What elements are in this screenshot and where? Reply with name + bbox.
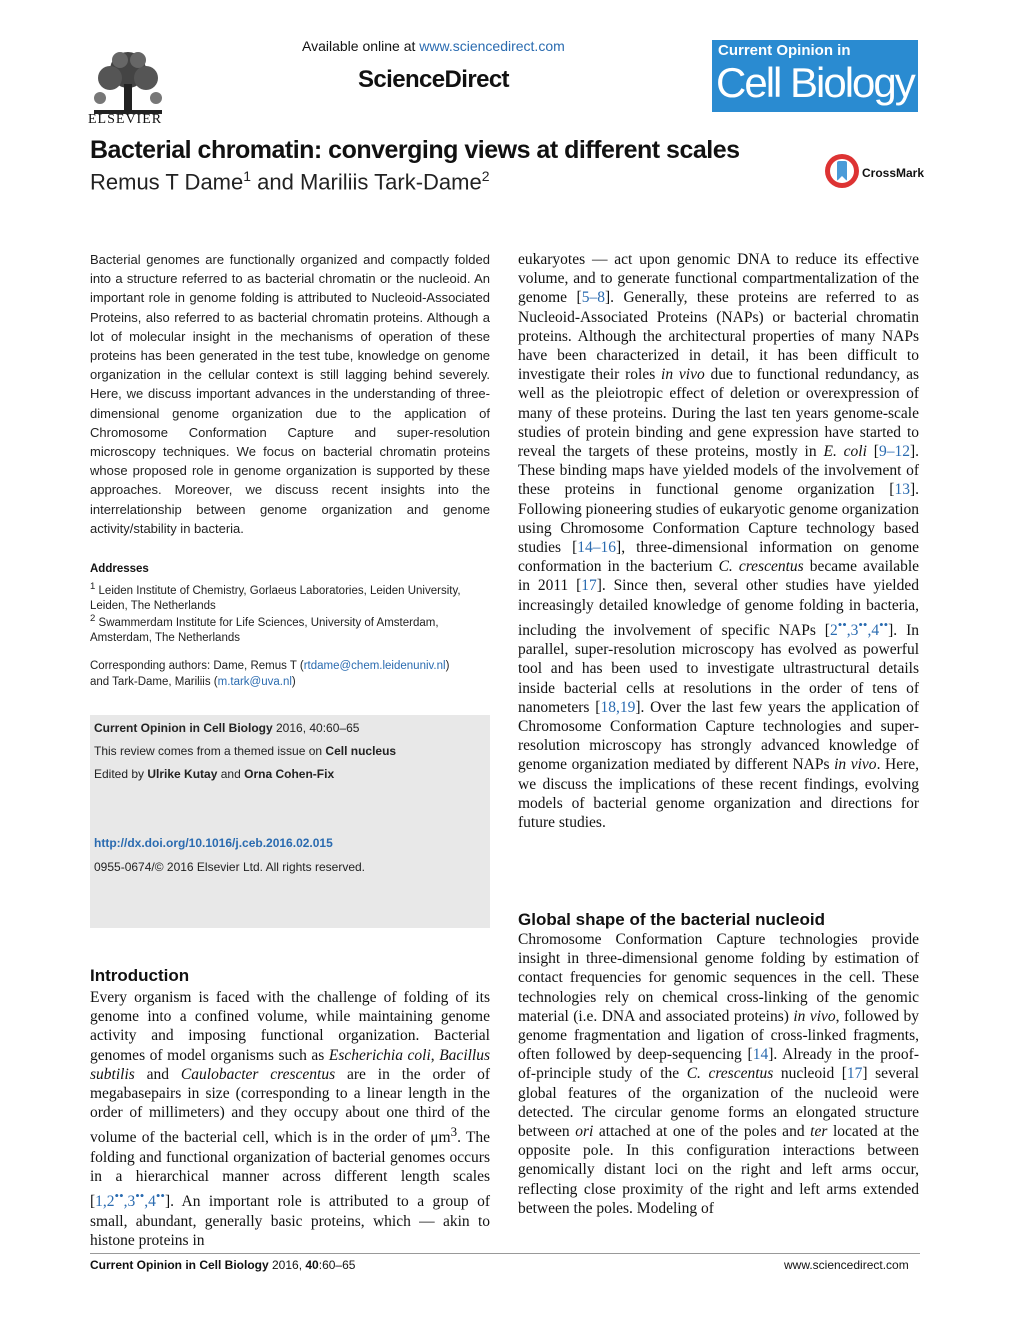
info-editor-1: Ulrike Kutay [147,767,218,781]
address-2-text: Swammerdam Institute for Life Sciences, University of Amsterdam, Amsterdam, The Netherlands [90,616,439,645]
footer-divider [90,1253,920,1254]
info-editors-and: and [217,767,245,781]
address-1-text: Leiden Institute of Chemistry, Gorlaeus Laboratories, Leiden University, Leiden, The Netherlands [90,584,461,613]
address-1-num: 1 [90,581,96,592]
author-2[interactable]: Mariliis Tark-Dame [299,169,482,195]
email-link-2[interactable]: m.tark@uva.nl [217,676,292,688]
authors-and: and [251,169,300,195]
intro-text-3: . The folding and functional organization of bacterial genomes occurs in a hierarchical manner across different length scales [ [90,1129,490,1211]
sciencedirect-brand: ScienceDirect [358,66,509,93]
article-authors [90,168,490,195]
species-ecoli: Escherichia coli [328,1046,431,1064]
intro-text-4: ]. An important role is attributed to a group of small, abundant, generally basic proteins, which — akin to histone proteins in [90,1193,490,1249]
author-1[interactable]: Remus T Dame [90,169,244,195]
gs-text: located at the opposite pole. In this configuration interactions between genomically distant loci on the right and left arms occur, reflecting close proximity of the right and left arms extended between the poles. Modeling of [518,1123,920,1217]
ref-link[interactable]: 17 [846,1065,863,1083]
ref-link[interactable]: 14 [752,1046,769,1064]
species-ccrescentus: Caulobacter crescentus [180,1065,336,1083]
ref-link[interactable]: ,4 [867,622,880,640]
info-editor-2: Orna Cohen-Fix [244,767,335,781]
ref-link[interactable]: 9–12 [878,443,910,461]
global-shape-heading: Global shape of the bacterial nucleoid [518,910,826,929]
address-2 [90,611,490,647]
footer-url[interactable]: www.sciencedirect.com [784,1258,909,1272]
info-theme [94,744,396,758]
footer-year: 2016, [268,1258,306,1272]
species-ccrescentus: C. crescentus [718,558,804,576]
journal-logo [712,40,918,112]
rc-text: due to functional redundancy, as well as the pleiotropic effect of deletion or overexpression of many of these proteins. During the last ten years genome-scale studies of protein binding and gene expression have started to reveal the targets of these proteins, mostly in [518,366,920,461]
corr-prefix: Corresponding authors: Dame, Remus T ( [90,660,304,672]
rc-text: eukaryotes — act upon genomic DNA to reduce its effective volume, and to generate functional compartmentalization of the genome [ [518,251,919,307]
footer-volume: 40 [305,1258,319,1272]
corr-line2: and Tark-Dame, Mariliis ( [90,676,218,688]
info-copyright: 0955-0674/© 2016 Elsevier Ltd. All rights reserved. [94,860,365,874]
gs-italic: ter [810,1123,828,1141]
footer-journal: Current Opinion in Cell Biology [90,1258,269,1272]
corresponding-authors [90,658,490,690]
intro-text-2: are in the order of megabasepairs in size (corresponding to a linear length in the order of millimeters) and they occupy about one third of the volume of the bacterial cell, which is in the order of μm [90,1065,491,1147]
gs-text: Chromosome Conformation Capture technologies provide insight in three-dimensional genome folding by estimation of contact frequencies for genomic sequences in the cell. These technologies rely on chemical cross-linking of the genomic material (i.e. DNA and associated proteins) [518,931,919,1025]
rc-text: . Here, we discuss the implications of these recent findings, evolving models of bacterial genome organization and directions for future studies. [518,756,919,832]
info-citation-text: 2016, 40:60–65 [272,721,360,735]
address-1 [90,579,490,615]
rc-italic: in vivo [834,756,877,774]
intro-text-1: Every organism is faced with the challenge of folding of its genome into a confined volume, while maintaining genome activity and imposing functional organization. Bacterial genomes of model organisms such as [90,989,490,1064]
ref-link[interactable]: 18,19 [600,698,636,716]
journal-logo-line1: Current Opinion in [718,42,851,59]
rc-text: ]. In parallel, super-resolution microscopy has evolved as powerful tool and has been used to investigate ultrastructural details inside bacterial cells at resolutions in the order of tens of nanometers [ [518,622,920,716]
species-ecoli: E. coli [823,443,867,461]
rc-text: ]. Over the last few years the application of Chromosome Conformation Capture technologies and super-resolution microscopy has strongly advanced knowledge of genome organization mediated by different NAPs [518,698,919,774]
address-2-num: 2 [90,613,96,624]
ref-link[interactable]: 1,2 [95,1193,115,1211]
introduction-heading: Introduction [90,966,190,985]
gs-text: attached at one of the poles and [593,1123,811,1141]
info-theme-name: Cell nucleus [325,744,397,758]
rc-text: became available in 2011 [ [518,558,920,595]
intro-and: and [134,1065,181,1083]
rc-text: ], three-dimensional information on genome conformation in the bacterium [518,539,920,576]
gs-italic: ori [575,1123,594,1141]
info-theme-prefix: This review comes from a themed issue on [94,744,326,758]
global-shape-paragraph [518,930,919,1218]
info-citation [94,721,359,735]
ref-link[interactable]: 5–8 [581,289,605,307]
ref-link[interactable]: 2 [829,622,838,640]
corr-suffix: ) [291,676,296,688]
ref-link[interactable]: 13 [894,481,910,499]
addresses-heading: Addresses [90,563,149,575]
gs-text: , followed by genome fragmentation and ligation of cross-linked fragments, often followed by deep-sequencing [ [518,1007,920,1064]
ref-link[interactable]: 17 [581,577,597,595]
crossmark-label: CrossMark [862,166,925,180]
author-2-affil: 2 [481,168,490,184]
rc-italic: in vivo [661,366,705,384]
gs-text: ]. Already in the proof-of-principle study of the [518,1046,919,1083]
ref-link[interactable]: ,3 [123,1193,136,1211]
intro-comma: , [430,1046,435,1064]
rc-text: ]. Generally, these proteins are referred to as Nucleoid-Associated Proteins (NAPs) or bacterial chromatin proteins. Although the architectural properties of many NAPs have been characterized in detail, it has been difficult to investigate their roles [518,289,919,384]
info-editors [94,767,334,781]
introduction-paragraph: Every organism is faced with the challenge of folding of its genome into a confined volume, while maintaining genome activity and imposing functional organization. Bacterial genomes of model organisms such as Escherichia coli, Bacillus subtilis and Caulobacter crescentus are in the order of megabasepairs in size (corresponding to a linear length in the order of millimeters) and they occupy about one third of the volume of the bacterial cell, which is in the order of $\mu m^3$. The folding and functional organization of bacterial genomes occurs in a hierarchical manner across different length scales [1,2••,3••,4••]. An important role is attributed to a group of small, abundant, generally basic proteins, which — akin to histone proteins in [90,989,491,1249]
gs-text: ] several global features of the organization of the nucleoid were detected. The circular genome forms an elongated structure between [518,1065,919,1141]
info-journal: Current Opinion in Cell Biology [94,721,273,735]
species-ccrescentus: C. crescentus [686,1065,774,1083]
corr-mid: ) [445,660,450,672]
footer-pages: :60–65 [318,1258,356,1272]
footer-citation [90,1258,355,1272]
abstract: Bacterial genomes are functionally organized and compactly folded into a structure referred to as bacterial chromatin or the nucleoid. An important role in genome folding is attributed to Nucleoid-Associated Proteins, also referred to as bacterial chromatin proteins. Although a lot of molecular insight in the mechanisms of operation of these proteins has been generated in the test tube, knowledge on genome organization in the cellular context is still lagging behind severely. Here, we discuss important advances in the understanding of three-dimensional genome organization due to the application of Chromosome Conformation Capture and super-resolution microscopy techniques. We focus on bacterial chromatin proteins whose proposed role in genome organization is supported by these approaches. Moreover, we discuss recent insights into the interrelationship between genome organization and genome activity/stability in bacteria. [90,252,490,536]
ref-link[interactable]: ,3 [846,622,859,640]
author-1-affil: 1 [243,168,252,184]
journal-logo-line2: Cell Biology [716,59,914,106]
rc-text: ]. These binding maps have yielded models of the involvement of these proteins in functional genome organization [ [518,443,919,499]
publisher-name: ELSEVIER [88,112,163,127]
availability-prefix: Available online at [302,38,420,54]
article-title: Bacterial chromatin: converging views at different scales [90,136,740,164]
sciencedirect-link[interactable]: www.sciencedirect.com [419,38,565,54]
availability-line [302,38,565,54]
right-column-paragraph: eukaryotes — act upon genomic DNA to reduce its effective volume, and to generate functional compartmentalization of the genome [5–8]. Generally, these proteins are referred to as Nucleoid-Associated Proteins (NAPs) or bacterial chromatin proteins. Although the architectural properties of many NAPs have been characterized in detail, it has been difficult to investigate their roles in vivo due to functional redundancy, as well as the pleiotropic effect of deletion or overexpression of many of these proteins. During the last ten years genome-scale studies of protein binding and gene expression have started to reveal the targets of these proteins, mostly in E. coli [9–12]. These binding maps have yielded models of the involvement of these proteins in functional genome organization [13]. Following pioneering studies of eukaryotic genome organization using Chromosome Conformation Capture technology based studies [14–16], three-dimensional information on genome conformation in the bacterium C. crescentus became available in 2011 [17]. Since then, several other studies have yielded increasingly detailed knowledge of genome folding in bacteria, including the involvement of specific NAPs [2••,3••,4••]. In parallel, super-resolution microscopy has evolved as powerful tool and has been used to investigate ultrastructural details inside bacterial cells at resolutions in the order of tens of nanometers [18,19]. Over the last few years the application of Chromosome Conformation Capture technologies and super-resolution microscopy has strongly advanced knowledge of genome organization mediated by different NAPs in vivo. Here, we discuss the implications of these recent findings, evolving models of bacterial genome organization and directions for future studies. [518,251,920,832]
doi-link[interactable]: http://dx.doi.org/10.1016/j.ceb.2016.02.015 [94,836,333,850]
gs-italic: in vivo [793,1007,836,1025]
rc-text: ]. Since then, several other studies have yielded increasingly detailed knowledge of genome folding in bacteria, including the involvement of specific NAPs [ [518,577,919,640]
email-link-1[interactable]: rtdame@chem.leidenuniv.nl [303,660,446,672]
article-info-box [90,715,490,928]
ref-link[interactable]: ,4 [144,1193,156,1211]
gs-text: nucleoid [ [773,1065,847,1083]
intro-sup-3: 3 [450,1124,458,1140]
rc-text: [ [866,443,879,461]
ref-link[interactable]: 14–16 [577,539,617,557]
rc-text: ]. Following pioneering studies of eukaryotic genome organization using Chromosome Conformation Capture technology based studies [ [518,481,919,557]
species-bsubtilis: Bacillus subtilis [90,1046,491,1083]
info-edited-prefix: Edited by [94,767,148,781]
